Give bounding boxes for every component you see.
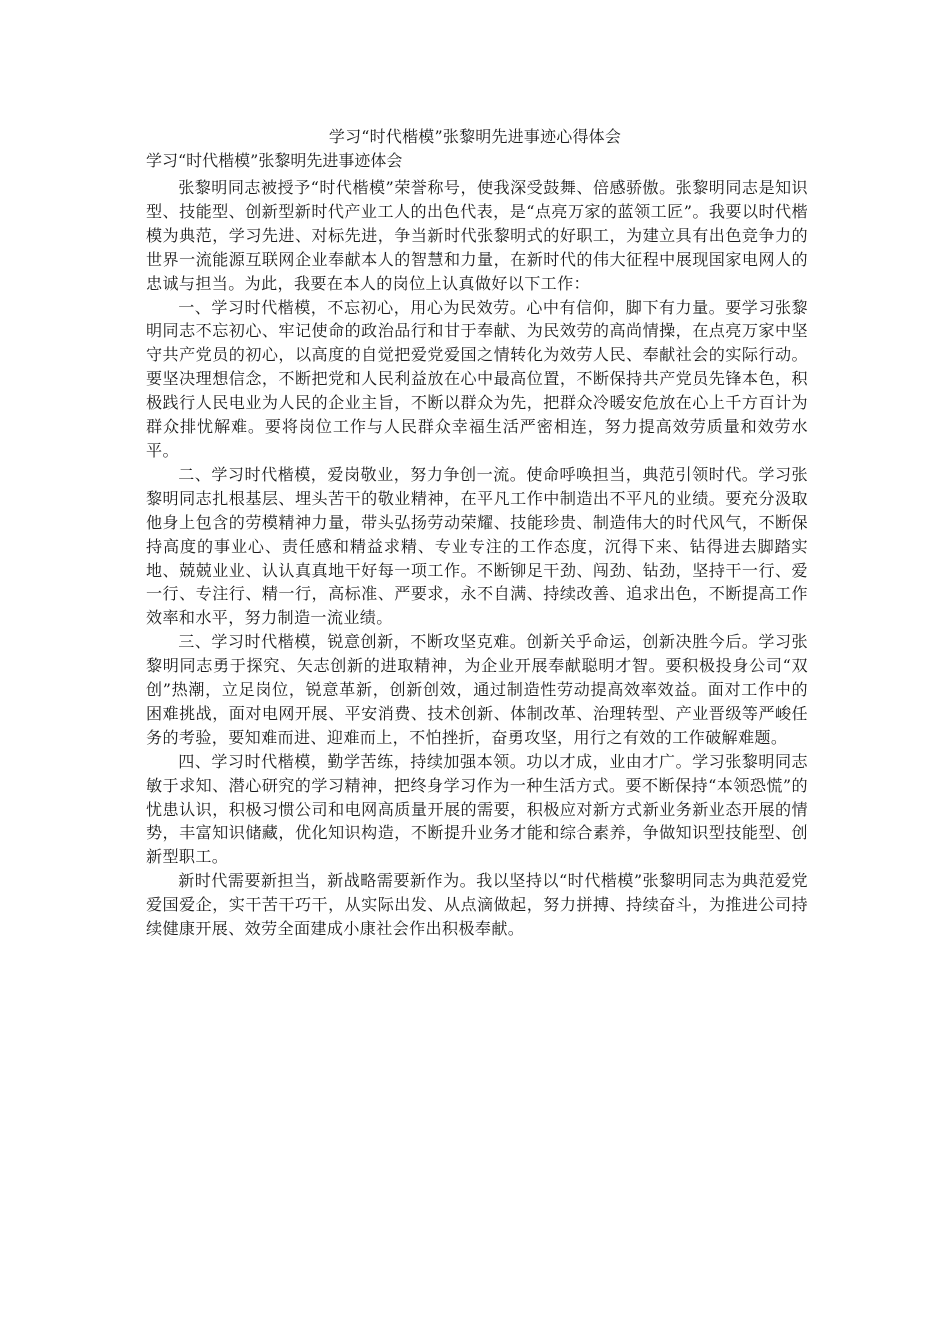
document-body <box>146 176 808 941</box>
section-four-paragraph: 四、学习时代楷模，勤学苦练，持续加强本领。功以才成，业由才广。学习张黎明同志敏于求知、潜心研究的学习精神，把终身学习作为一种生活方式。要不断保持“本领恐慌”的忧患认识，积极习惯公司和电网高质量开展的需要，积极应对新方式新业务新业态开展的情势，丰富知识储藏，优化知识构造，不断提升业务才能和综合素养，争做知识型技能型、创新型职工。 <box>146 751 808 867</box>
document-subtitle: 学习“时代楷模”张黎明先进事迹体会 <box>146 151 403 170</box>
document-title: 学习“时代楷模”张黎明先进事迹心得体会 <box>328 127 622 146</box>
section-three-paragraph: 三、学习时代楷模，锐意创新，不断攻坚克难。创新关乎命运，创新决胜今后。学习张黎明同志勇于探究、矢志创新的进取精神，为企业开展奉献聪明才智。要积极投身公司“双创”热潮，立足岗位，锐意革新，创新创效，通过制造性劳动提高效率效益。面对工作中的困难挑战，面对电网开展、平安消费、技术创新、体制改革、治理转型、产业晋级等严峻任务的考验，要知难而进、迎难而上，不怕挫折，奋勇攻坚，用行之有效的工作破解难题。 <box>146 632 808 747</box>
section-two-paragraph: 二、学习时代楷模，爱岗敬业，努力争创一流。使命呼唤担当，典范引领时代。学习张黎明同志扎根基层、埋头苦干的敬业精神，在平凡工作中制造出不平凡的业绩。要充分汲取他身上包含的劳模精神力量，带头弘扬劳动荣耀、技能珍贵、制造伟大的时代风气，不断保持高度的事业心、责任感和精益求精、专业专注的工作态度，沉得下来、钻得进去脚踏实地、兢兢业业、认认真真地干好每一项工作。不断铆足干劲、闯劲、钻劲，坚持干一行、爱一行、专注行、精一行，高标准、严要求，永不自满、持续改善、追求出色，不断提高工作效率和水平，努力制造一流业绩。 <box>146 464 808 628</box>
section-one-paragraph: 一、学习时代楷模，不忘初心，用心为民效劳。心中有信仰，脚下有力量。要学习张黎明同志不忘初心、牢记使命的政治品行和甘于奉献、为民效劳的高尚情操，在点亮万家中坚守共产党员的初心，以高度的自觉把爱党爱国之情转化为效劳人民、奉献社会的实际行动。要坚决理想信念，不断把党和人民利益放在心中最高位置，不断保持共产党员先锋本色，积极践行人民电业为人民的企业主旨，不断以群众为先，把群众冷暖安危放在心上千方百计为群众排忧解难。要将岗位工作与人民群众幸福生活严密相连，努力提高效劳质量和效劳水平。 <box>146 297 808 460</box>
intro-paragraph: 张黎明同志被授予“时代楷模”荣誉称号，使我深受鼓舞、倍感骄傲。张黎明同志是知识型、技能型、创新型新时代产业工人的出色代表，是“点亮万家的蓝领工匠”。我要以时代楷模为典范，学习先进、对标先进，争当新时代张黎明式的好职工，为建立具有出色竞争力的世界一流能源互联网企业奉献本人的智慧和力量，在新时代的伟大征程中展现国家电网人的忠诚与担当。为此，我要在本人的岗位上认真做好以下工作： <box>146 178 808 293</box>
conclusion-paragraph: 新时代需要新担当，新战略需要新作为。我以坚持以“时代楷模”张黎明同志为典范爱党爱国爱企，实干苦干巧干，从实际出发、从点滴做起，努力拼搏、持续奋斗，为推进公司持续健康开展、效劳全面建成小康社会作出积极奉献。 <box>146 871 808 939</box>
